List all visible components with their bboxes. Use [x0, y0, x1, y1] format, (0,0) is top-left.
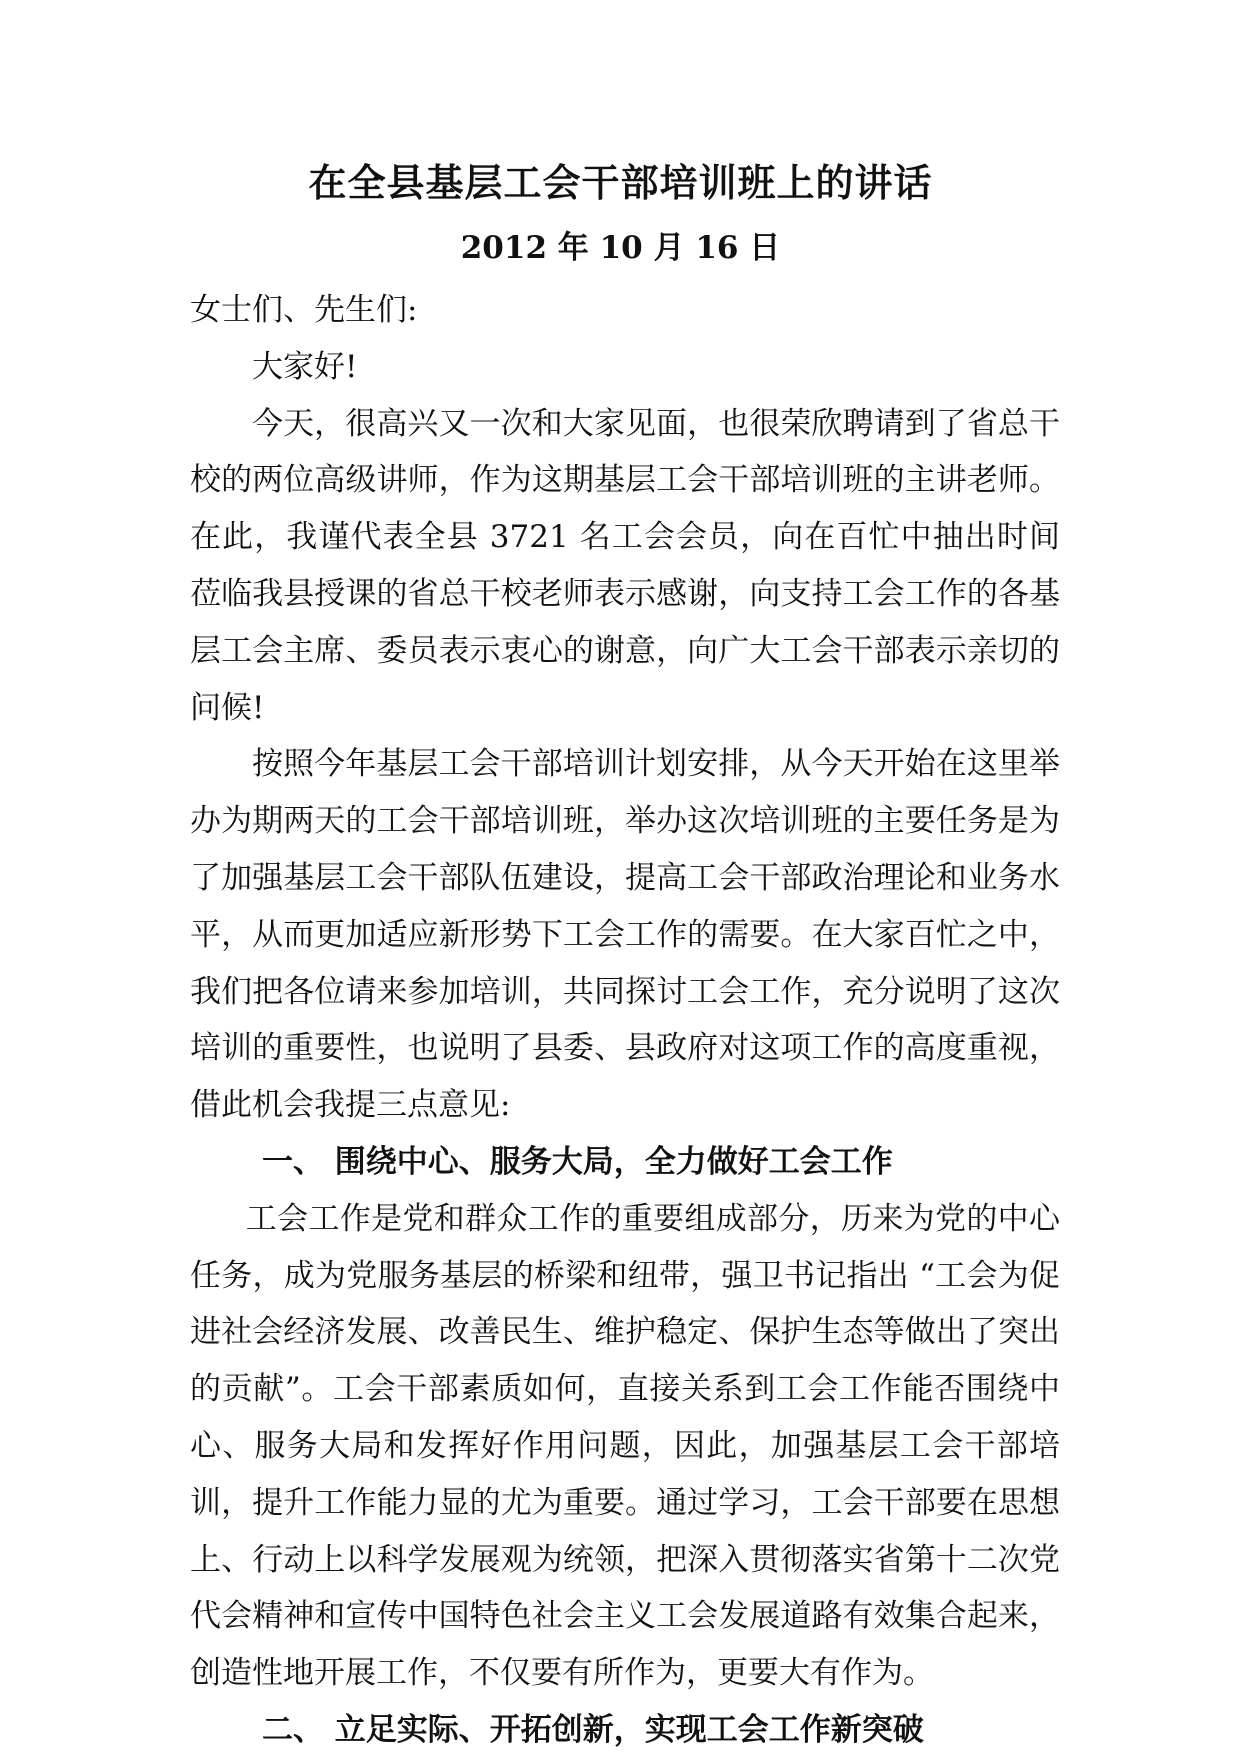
paragraph-1: 今天，很高兴又一次和大家见面，也很荣欣聘请到了省总干校的两位高级讲师，作为这期基层工会干部培训班的主讲老师。在此，我谨代表全县 3721 名工会会员，向在百忙中抽出时间莅临我县授课的省总干校老师表示感谢，向支持工会工作的各基层工会主席、委员表示衷心的谢意，向广大工会干部表示亲切的问候!	[190, 405, 1060, 726]
document-date: 2012 年 10 月 16 日	[460, 230, 781, 266]
section-heading-1: 一、 围绕中心、服务大局，全力做好工会工作	[262, 1143, 893, 1180]
salutation: 女士们、先生们:	[190, 292, 418, 328]
document-body	[190, 282, 1060, 1759]
document-title: 在全县基层工会干部培训班上的讲话	[308, 160, 933, 205]
paragraph-2: 按照今年基层工会干部培训计划安排，从今天开始在这里举办为期两天的工会干部培训班，举办这次培训班的主要任务是为了加强基层工会干部队伍建设，提高工会干部政治理论和业务水平，从而更加适应新形势下工会工作的需要。在大家百忙之中，我们把各位请来参加培训，共同探讨工会工作，充分说明了这次培训的重要性，也说明了县委、县政府对这项工作的高度重视，借此机会我提三点意见:	[190, 746, 1060, 1124]
paragraph-3: 工会工作是党和群众工作的重要组成部分，历来为党的中心任务，成为党服务基层的桥梁和纽带，强卫书记指出 “工会为促进社会经济发展、改善民生、维护稳定、保护生态等做出了突出的贡献”。工会干部素质如何，直接关系到工会工作能否围绕中心、服务大局和发挥好作用问题，因此，加强基层工会干部培训，提升工作能力显的尤为重要。通过学习，工会干部要在思想上、行动上以科学发展观为统领，把深入贯彻落实省第十二次党代会精神和宣传中国特色社会主义工会发展道路有效集合起来，创造性地开展工作，不仅要有所作为，更要大有作为。	[190, 1200, 1060, 1692]
greeting: 大家好!	[252, 348, 358, 385]
section-heading-2: 二、 立足实际、开拓创新，实现工会工作新突破	[262, 1711, 924, 1748]
